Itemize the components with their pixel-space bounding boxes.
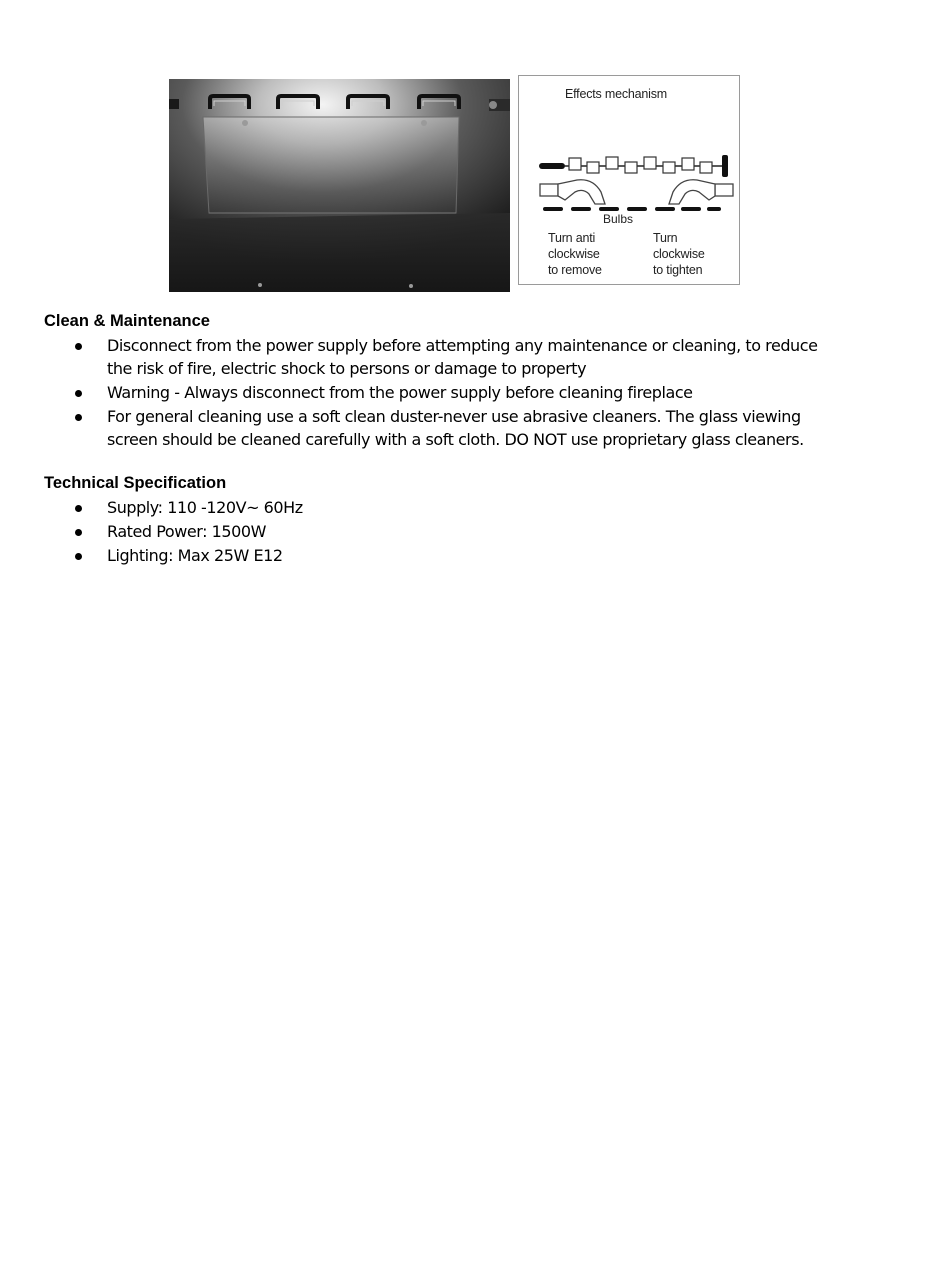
tighten-instruction: Turn clockwise to tighten — [653, 231, 705, 277]
bullet-icon — [75, 505, 82, 512]
list-item-text: Supply: 110 -120V~ 60Hz — [107, 498, 303, 517]
list-item — [0, 381, 860, 404]
list-item — [0, 496, 860, 519]
diagram-title: Effects mechanism — [565, 87, 667, 101]
bullet-icon — [75, 390, 82, 397]
technical-specification-heading: Technical Specification — [44, 474, 227, 492]
list-item — [0, 334, 860, 380]
bullet-icon — [75, 343, 82, 350]
list-item-text: For general cleaning use a soft clean duster-never use abrasive cleaners. The glass viewing screen should be cleaned carefully with a soft cloth. DO NOT use proprietary glass cleaners. — [107, 407, 804, 449]
clean-maintenance-list — [0, 334, 860, 452]
bullet-icon — [75, 414, 82, 421]
remove-instruction: Turn anti clockwise to remove — [548, 231, 602, 277]
technical-specification-list — [0, 496, 860, 568]
list-item-text: Disconnect from the power supply before attempting any maintenance or cleaning, to reduce the risk of fire, electric shock to persons or damage to property — [107, 336, 818, 378]
list-item — [0, 520, 860, 543]
effects-mechanism-diagram — [518, 75, 740, 285]
bulbs-label: Bulbs — [603, 212, 634, 226]
bullet-icon — [75, 529, 82, 536]
list-item — [0, 405, 860, 451]
bullet-icon — [75, 553, 82, 560]
clean-maintenance-heading: Clean & Maintenance — [44, 312, 210, 330]
list-item-text: Rated Power: 1500W — [107, 522, 266, 541]
list-item-text: Lighting: Max 25W E12 — [107, 546, 283, 565]
fireplace-interior-photo — [169, 79, 510, 292]
list-item — [0, 544, 860, 567]
list-item-text: Warning - Always disconnect from the power supply before cleaning fireplace — [107, 383, 693, 402]
